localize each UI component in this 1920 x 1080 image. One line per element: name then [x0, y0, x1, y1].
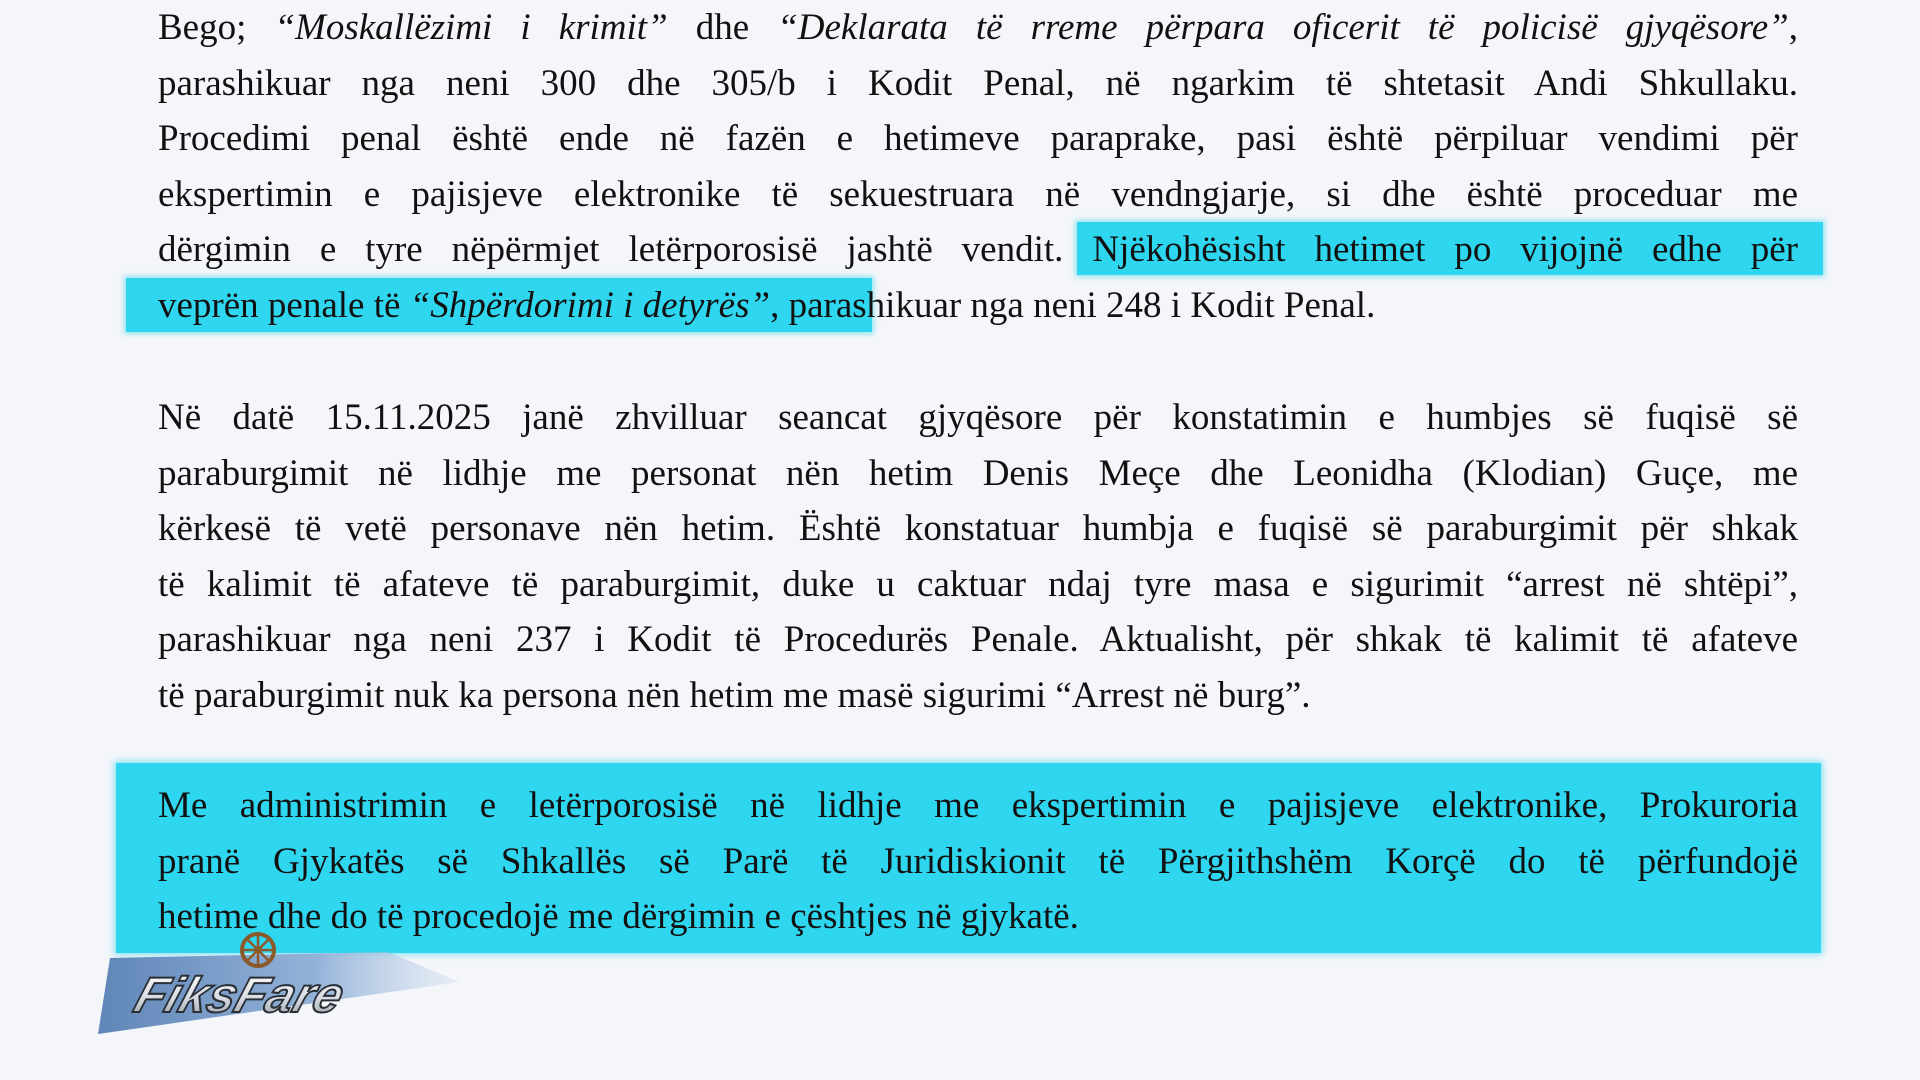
- paragraph-line: Në datë 15.11.2025 janë zhvilluar seancat gjyqësore për konstatimin e humbjes së fuqisë së: [158, 397, 1798, 438]
- paragraph-line: parashikuar nga neni 237 i Kodit të Procedurës Penale. Aktualisht, për shkak të kalimit të afateve: [158, 619, 1798, 661]
- highlighted-text-italic: “Shpërdorimi i detyrës”: [409, 284, 771, 326]
- text-run: , parashikuar nga neni 248 i Kodit Penal.: [770, 284, 1376, 326]
- paragraph-line: Procedimi penal është ende në fazën e hetimeve paraprake, pasi është përpiluar vendimi për: [158, 118, 1798, 160]
- paragraph-line: pranë Gjykatës së Shkallës së Parë të Juridiskionit të Përgjithshëm Korçë do të përfundojë: [158, 840, 1798, 882]
- paragraph-3: [158, 778, 1798, 945]
- text-run: dhe: [667, 7, 778, 48]
- paragraph-line: hetime dhe do të procedojë me dërgimin e çështjes në gjykatë.: [158, 896, 1079, 938]
- text-run-italic: “Deklarata të rreme përpara oficerit të policisë gjyqësore”: [777, 7, 1789, 48]
- text-run: Bego;: [158, 7, 275, 48]
- highlighted-text: veprën penale të: [158, 284, 410, 326]
- text-run: dërgimin e tyre nëpërmjet letërporosisë jashtë vendit.: [158, 229, 1093, 271]
- text-run: ,: [1788, 7, 1798, 48]
- paragraph-2: [158, 390, 1798, 724]
- paragraph-line: [158, 278, 1798, 334]
- logo-text: FiksFare: [127, 967, 352, 1023]
- paragraph-line: parashikuar nga neni 300 dhe 305/b i Kodit Penal, në ngarkim të shtetasit Andi Shkullaku.: [158, 62, 1798, 104]
- paragraph-line: kërkesë të vetë personave nën hetim. Është konstatuar humbja e fuqisë së paraburgimit për shkak: [158, 508, 1798, 550]
- fiksfare-logo: [88, 930, 468, 1040]
- highlighted-text: Njëkohësisht hetimet po vijojnë edhe për: [1092, 229, 1798, 271]
- paragraph-line: ekspertimin e pajisjeve elektronike të sekuestruara në vendngjarje, si dhe është proceduar me: [158, 173, 1798, 215]
- paragraph-line: të kalimit të afateve të paraburgimit, duke u caktuar ndaj tyre masa e sigurimit “arrest në shtëpi”,: [158, 563, 1798, 605]
- paragraph-line: [158, 0, 1798, 56]
- text-run-italic: “Moskallëzimi i krimit”: [274, 7, 668, 48]
- paragraph-line: të paraburgimit nuk ka persona nën hetim me masë sigurimi “Arrest në burg”.: [158, 674, 1311, 716]
- wheel-icon: [242, 934, 274, 966]
- paragraph-1: [158, 0, 1798, 334]
- paragraph-line: Me administrimin e letërporosisë në lidhje me ekspertimin e pajisjeve elektronike, Prokuroria: [158, 785, 1798, 826]
- paragraph-line: paraburgimit në lidhje me personat nën hetim Denis Meçe dhe Leonidha (Klodian) Guçe, me: [158, 452, 1798, 494]
- paragraph-line: [158, 222, 1798, 278]
